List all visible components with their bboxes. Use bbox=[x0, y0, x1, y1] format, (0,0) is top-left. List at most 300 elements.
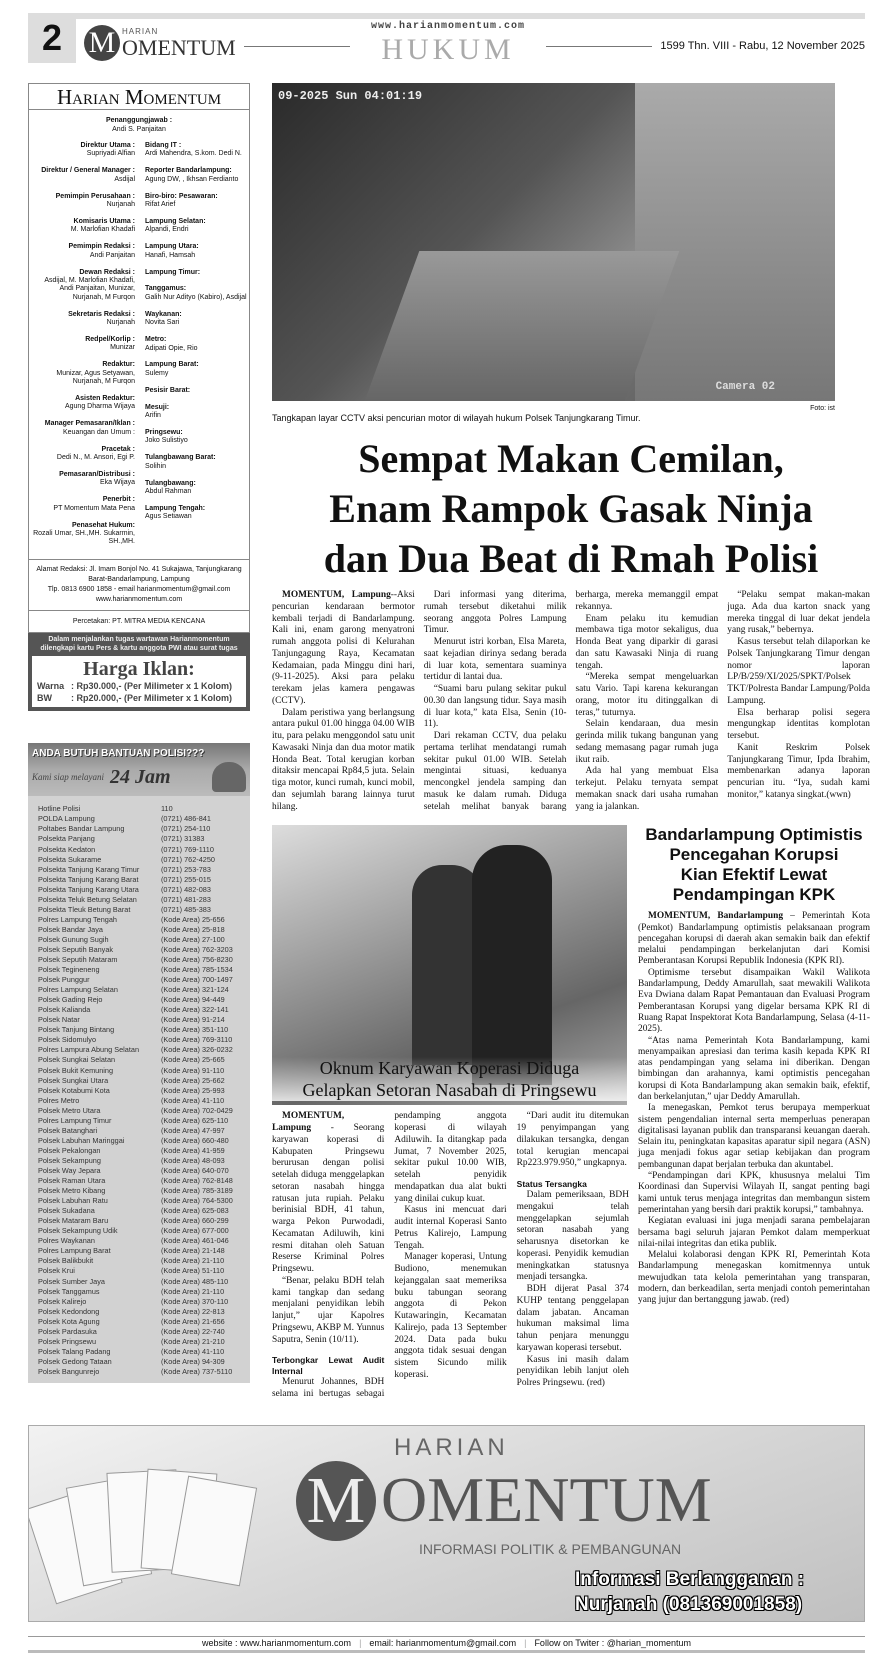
police-contact-row bbox=[38, 1357, 246, 1367]
contact-phone: (0721) 254-110 bbox=[161, 824, 211, 834]
staff-entry bbox=[145, 269, 249, 277]
contact-phone: (Kode Area) 25-656 bbox=[161, 914, 225, 924]
contact-name: Polsek Sukadana bbox=[38, 1206, 95, 1216]
police-subtitle: Kami siap melayani bbox=[32, 772, 104, 783]
contact-name: Polsek Sekampung bbox=[38, 1155, 101, 1165]
paragraph: “Benar, pelaku BDH telah kami tangkap dan sedang menjalani penyidikan lebih lanjut,” ujar Kapolres Pringsewu, AKBP M. Yunnus Saputra, Senin (10/11). bbox=[272, 1275, 385, 1345]
contact-name: Polsek Sungkai Selatan bbox=[38, 1055, 116, 1065]
subheading: Terbongkar Lewat Audit Internal bbox=[272, 1355, 385, 1377]
staff-entry bbox=[31, 395, 135, 412]
role-label: Pemasaran/Distribusi : bbox=[59, 470, 135, 478]
contact-phone: (Kode Area) 764-5300 bbox=[161, 1196, 233, 1206]
staff-entry bbox=[31, 167, 135, 184]
contact-name: Polsek Seputih Mataram bbox=[38, 955, 118, 965]
contact-name: Polsek Kotabumi Kota bbox=[38, 1085, 110, 1095]
contact-name: Polsek Metro Kibang bbox=[38, 1186, 106, 1196]
contact-name: Polsek Kalianda bbox=[38, 1005, 91, 1015]
paragraph: “Pelaku sempat makan-makan juga. Ada dua karton snack yang mereka tinggal di luar dekat jendela yang rusak,” bebernya. bbox=[727, 590, 870, 636]
police-contact-row bbox=[38, 1266, 246, 1276]
contact-name: Polsek Sungkai Utara bbox=[38, 1075, 109, 1085]
contact-name: Polsek Balikbukit bbox=[38, 1256, 94, 1266]
role-names: Sulemy bbox=[145, 369, 169, 377]
contact-phone: (Kode Area) 737-5110 bbox=[161, 1366, 233, 1376]
role-names: Dedi N., M. Ansori, Egi P. bbox=[56, 454, 135, 462]
contact-name: Hotline Polisi bbox=[38, 804, 81, 814]
paragraph: “Mereka sempat mengeluarkan satu Vario. Tapi karena kekurangan orang, motor itu ditinggalkan di teras,” tuturnya. bbox=[575, 672, 719, 718]
contact-name: Polsek Kota Agung bbox=[38, 1316, 100, 1326]
paragraph: “Pendampingan dari KPK, khususnya melalui Tim Koordinasi dan Supervisi Wilayah II, sangat penting bagi kami untuk terus menjaga integritas dan membangun sistem pemerintahan yang bersih dari praktik korupsi,” tambahnya. bbox=[638, 1171, 870, 1215]
role-label: Waykanan: bbox=[145, 310, 182, 318]
contact-phone: (Kode Area) 640-070 bbox=[161, 1166, 229, 1175]
staff-entry bbox=[145, 218, 249, 235]
staff-entry bbox=[31, 193, 135, 210]
contact-name: POLDA Lampung bbox=[38, 814, 95, 824]
contact-name: Polsek Pringsewu bbox=[38, 1336, 96, 1346]
paragraph: Dalam peristiwa yang berlangsung antara pukul 01.00 hingga 04.00 WIB itu, para pelaku menggondol satu unit Kawasaki Ninja dan dua motor matik Honda Beat. Total kerugian korban ditaksir mencapai Rp84,5 juta. Selain tiga motor, kunci rumah, kunci mobil, dan sejumlah barang lainnya turut hilang. bbox=[272, 707, 415, 812]
ad-title: Harga Iklan: bbox=[83, 658, 195, 681]
role-names: Arifin bbox=[145, 412, 161, 420]
staff-entry bbox=[145, 167, 249, 184]
contact-name: Polsek Gunung Sugih bbox=[38, 934, 109, 944]
photo-caption: Tangkapan layar CCTV aksi pencurian motor di wilayah hukum Polsek Tanjungkarang Timur. bbox=[272, 413, 641, 423]
contact-name: Polsek Gading Rejo bbox=[38, 995, 103, 1005]
paragraph: Menurut istri korban, Elsa Mareta, saat kejadian dirinya sedang berada di luar kota, sementara suaminya tertidur di lantai dua. bbox=[423, 637, 567, 683]
police-contact-row bbox=[38, 1015, 246, 1025]
role-label: Direktur Utama : bbox=[80, 142, 135, 149]
role-label: Reporter Bandarlampung: bbox=[145, 167, 232, 175]
staff-entry bbox=[145, 454, 249, 471]
contact-phone: (0721) 485-383 bbox=[161, 904, 211, 914]
paragraph: “Dari audit itu ditemukan 19 penyimpangan yang dilakukan tersangka, dengan total kerugian mencapai Rp223.979.950,” ungkapnya. bbox=[516, 1111, 629, 1169]
police-title: ANDA BUTUH BANTUAN POLISI??? bbox=[32, 748, 205, 760]
contact-name: Polsek Natar bbox=[38, 1015, 80, 1025]
contact-name: Polsekta Tanjung Karang Utara bbox=[38, 884, 139, 894]
staff-entry bbox=[31, 218, 135, 235]
contact-phone: (Kode Area) 785-3189 bbox=[161, 1186, 233, 1196]
contact-phone: (0721) 481-283 bbox=[161, 894, 211, 904]
role-names: Nurjanah bbox=[106, 319, 135, 327]
police-contact-row bbox=[38, 1005, 246, 1015]
footer-email[interactable]: email: harianmomentum@gmail.com bbox=[369, 1637, 517, 1648]
police-contact-row bbox=[38, 804, 246, 814]
koperasi-article-body bbox=[272, 1111, 629, 1401]
police-contact-row bbox=[38, 905, 246, 915]
police-contact-row bbox=[38, 1166, 246, 1176]
contact-phone: (Kode Area) 351-110 bbox=[161, 1025, 229, 1035]
footer-website[interactable]: website : www.harianmomentum.com bbox=[202, 1637, 352, 1648]
contact-phone: (0721) 769-1110 bbox=[161, 844, 214, 854]
staff-entry bbox=[145, 387, 249, 395]
paragraph: Dalam pemeriksaan, BDH mengakui telah menggelapkan sejumlah setoran nasabah yang seharusnya disetorkan ke koperasi. Penyidik kemudian meningkatkan statusnya menjadi tersangka. bbox=[516, 1190, 629, 1283]
role-names: Rozali Umar, SH.,MH. Sukarmin, SH.,MH. bbox=[33, 530, 135, 546]
banner-tagline: INFORMASI POLITIK & PEMBANGUNAN bbox=[419, 1540, 682, 1557]
police-contact-row bbox=[38, 935, 246, 945]
role-label: Redaktur: bbox=[102, 361, 135, 369]
staff-entry bbox=[31, 269, 135, 303]
banner-harian: HARIAN bbox=[394, 1433, 509, 1461]
role-names: Munizar bbox=[110, 344, 135, 352]
paragraph: Menurut Johannes, BDH selama ini bertugas sebagai pendamping anggota koperasi di wilayah Adiluwih. Ia ditangkap pada Jumat, 7 November 2025, sekitar pukul 10.00 WIB, setelah penyidik mendapatkan dua alat bukti yang dinilai cukup kuat. bbox=[272, 1111, 507, 1399]
contact-name: Polsek Sidomulyo bbox=[38, 1035, 96, 1045]
footer-twitter[interactable]: Follow on Twiter : @harian_momentum bbox=[534, 1637, 691, 1648]
role-label: Direktur / General Manager : bbox=[41, 167, 135, 175]
police-contact-row bbox=[38, 1045, 246, 1055]
police-contact-row bbox=[38, 1206, 246, 1216]
staff-entry bbox=[145, 243, 249, 260]
contact-name: Polsek Pekalongan bbox=[38, 1145, 101, 1155]
page-number-box bbox=[28, 13, 76, 63]
subscription-banner bbox=[28, 1425, 865, 1622]
police-contact-row bbox=[38, 875, 246, 885]
staff-entry bbox=[31, 336, 135, 353]
logo-name: OMENTUM bbox=[122, 34, 236, 60]
contact-phone: (Kode Area) 91-214 bbox=[161, 1015, 225, 1025]
contact-phone: (Kode Area) 700-1497 bbox=[161, 975, 233, 985]
contact-name: Polsek Labuhan Ratu bbox=[38, 1196, 108, 1206]
editorial-address bbox=[29, 559, 249, 610]
contact-name: Polsek Gedong Tataan bbox=[38, 1356, 112, 1366]
role-names: Novita Sari bbox=[145, 319, 180, 327]
contact-name: Polres Lampung Selatan bbox=[38, 985, 118, 995]
contact-name: Polsekta Sukarame bbox=[38, 854, 102, 864]
police-contact-row bbox=[38, 1236, 246, 1246]
police-contact-row bbox=[38, 985, 246, 995]
police-contact-row bbox=[38, 1347, 246, 1357]
staff-entry bbox=[145, 193, 249, 210]
contact: Tlp. 0813 6900 1858 - email harianmomentum@gmail.com bbox=[47, 586, 231, 594]
police-contact-row bbox=[38, 1256, 246, 1266]
role-label: Dewan Redaksi : bbox=[79, 268, 135, 276]
address: Alamat Redaksi: Jl. Imam Bonjol No. 41 Sukajawa, Tanjungkarang Barat-Bandarlampung, Lampung bbox=[36, 566, 242, 584]
newspapers-illustration bbox=[39, 1466, 269, 1616]
contact-name: Polsek Tegineneng bbox=[38, 965, 100, 975]
contact-phone: (Kode Area) 22-740 bbox=[161, 1326, 225, 1336]
paragraph: Kanit Reskrim Polsek Tanjungkarang Timur, Ipda Ibrahim, membenarkan adanya laporan pencurian itu. “Iya, sudah kami monitor,” katanya singkat.(wwn) bbox=[727, 742, 870, 800]
police-contact-row bbox=[38, 1156, 246, 1166]
logo-small-text: HARIAN bbox=[122, 26, 159, 36]
contact-name: Polres Lampung Barat bbox=[38, 1246, 111, 1256]
web: www.harianmomentum.com bbox=[95, 596, 183, 604]
contact-phone: (Kode Area) 48-093 bbox=[161, 1155, 225, 1165]
contact-phone: (Kode Area) 21-656 bbox=[161, 1316, 225, 1326]
headline-line: Pendampingan KPK bbox=[672, 885, 836, 905]
role-names: Keuangan dan Umum : bbox=[63, 428, 135, 436]
ad-note: Dalam menjalankan tugas wartawan Harianmomentum dilengkapi kartu Pers & kartu anggota PWI atau surat tugas bbox=[40, 636, 238, 652]
staff-entry bbox=[31, 420, 135, 437]
contact-name: Polsek Tanggamus bbox=[38, 1286, 100, 1296]
contact-phone: (Kode Area) 91-110 bbox=[161, 1065, 225, 1075]
contact-phone: (Kode Area) 762-8148 bbox=[161, 1176, 233, 1186]
role-names: Rifat Arief bbox=[145, 201, 176, 209]
photo-figure bbox=[472, 845, 552, 1085]
contact-name: Poltabes Bandar Lampung bbox=[38, 824, 125, 834]
police-contact-row bbox=[38, 945, 246, 955]
paragraph bbox=[272, 590, 415, 708]
contact-phone: (0721) 482-083 bbox=[161, 884, 211, 894]
police-contact-row bbox=[38, 1076, 246, 1086]
contact-phone: (Kode Area) 25-665 bbox=[161, 1055, 225, 1065]
role-names: Agung Dharma Wijaya bbox=[64, 403, 135, 411]
cctv-photo bbox=[272, 83, 835, 401]
role-names: Ardi Mahendra, S.kom. Dedi N. bbox=[145, 150, 242, 158]
police-contact-row bbox=[38, 1186, 246, 1196]
police-officer-icon bbox=[212, 762, 246, 792]
contact-phone: (Kode Area) 785-1534 bbox=[161, 965, 233, 975]
contact-phone: (Kode Area) 41-110 bbox=[161, 1095, 225, 1105]
police-contact-row bbox=[38, 1066, 246, 1076]
role-names: Solihin bbox=[145, 462, 167, 470]
contact-name: Polsek Batanghari bbox=[38, 1125, 98, 1135]
staff-entry bbox=[145, 429, 249, 446]
staff-entry bbox=[31, 522, 135, 547]
contact-phone: (Kode Area) 321-124 bbox=[161, 985, 229, 995]
headline-line: Sempat Makan Cemilan, bbox=[358, 436, 784, 481]
contact-name: Polres Waykanan bbox=[38, 1236, 95, 1246]
role-names: PT Momentum Mata Pena bbox=[53, 504, 135, 512]
photo-credit: Foto: ist bbox=[810, 405, 835, 412]
role-label: Pracetak : bbox=[101, 445, 135, 453]
headline-line: dan Dua Beat di Rmah Polisi bbox=[323, 536, 819, 581]
contact-name: Polsek Sekampung Udik bbox=[38, 1226, 118, 1236]
paragraph: Optimisme tersebut disampaikan Wakil Walikota Bandarlampung, Deddy Amarullah, saat mewakili Walikota Eva Dwiana dalam Rapat Pemantauan dan Evaluasi Program Pemberantasan Korupsi yang digelar bersama KPK RI di Ruang Rapat Inspektorat Kota Bandarlampung, Selasa (4-11-2025). bbox=[638, 967, 870, 1035]
role-label: Lampung Barat: bbox=[145, 361, 199, 369]
role-label: Tulangbawang: bbox=[145, 479, 196, 487]
website-url: www.harianmomentum.com bbox=[371, 21, 526, 32]
police-contact-row bbox=[38, 1246, 246, 1256]
paragraph: Manager koperasi, Untung Budiono, menemukan kejanggalan saat memeriksa buku tabungan seorang anggota di Pekon Kutawaringin, Kecamatan Kalirejo, pada 13 September 2024. Data pada buku anggota tidak sesuai dengan sistem Sicundo milik koperasi. bbox=[394, 1252, 507, 1380]
staff-entry bbox=[31, 446, 135, 463]
paragraph-text: --Aksi pencurian kendaraan bermotor kembali terjadi di Bandarlampung. Kali ini, enam garong menyatroni rumah anggota polisi di Kelurahan Tanjungagung Raya, Kecamatan Kedamaian, pada Minggu dini hari, (9-11-2025). Aksi para pelaku terekam jelas kamera pengawas (CCTV). bbox=[272, 590, 415, 706]
paragraph: Kasus ini mencuat dari audit internal Koperasi Santo Petrus Kalirejo, Lampung Tengah. bbox=[394, 1205, 507, 1251]
contact-phone: (0721) 255-015 bbox=[161, 874, 211, 884]
contact-phone: (Kode Area) 762-3203 bbox=[161, 944, 233, 954]
staff-entry bbox=[31, 311, 135, 328]
role-label: Lampung Selatan: bbox=[145, 217, 206, 225]
role-label: Redpel/Korlip : bbox=[85, 336, 135, 343]
logo bbox=[84, 21, 236, 65]
role-names: Abdul Rahman bbox=[145, 487, 192, 495]
role-names: Adipati Opie, Rio bbox=[145, 344, 198, 352]
police-contact-row bbox=[38, 824, 246, 834]
section-title: HUKUM bbox=[381, 33, 515, 66]
staff-entry bbox=[31, 496, 135, 513]
ad-rates-box bbox=[28, 633, 250, 711]
koperasi-headline bbox=[272, 1057, 627, 1101]
contact-name: Polsek Talang Padang bbox=[38, 1346, 111, 1356]
banner-logo-mark: M bbox=[296, 1461, 376, 1541]
paragraph: “Suami baru pulang sekitar pukul 00.30 dan langsung tidur. Saya masih di luar kota,” kata Elsa, Senin (10-11). bbox=[423, 684, 567, 730]
contact-phone: (Kode Area) 25-818 bbox=[161, 924, 225, 934]
paragraph: Selain kendaraan, dua mesin gerinda milik tukang bangunan yang sedang memasang pagar rumah juga ikut raib. bbox=[575, 719, 719, 765]
police-contact-row bbox=[38, 1035, 246, 1045]
contact-phone: (Kode Area) 27-100 bbox=[161, 934, 225, 944]
paragraph: Kegiatan evaluasi ini juga menjadi sarana pembelajaran bersama bagi seluruh jajaran Pemkot dalam memperkuat nilai-nilai integritas dan etika publik. bbox=[638, 1216, 870, 1249]
contact-phone: (Kode Area) 769-3110 bbox=[161, 1035, 233, 1045]
edition-date: 1599 Thn. VIII - Rabu, 12 November 2025 bbox=[660, 40, 866, 52]
police-contact-row bbox=[38, 1216, 246, 1226]
dateline: MOMENTUM, Lampung bbox=[272, 1111, 345, 1133]
paragraph: Elsa berharap polisi segera mengungkap identitas komplotan tersebut. bbox=[727, 707, 870, 741]
police-contact-row bbox=[38, 1277, 246, 1287]
contact-name: Polsekta Teluk Betung Selatan bbox=[38, 894, 137, 904]
contact-phone: (Kode Area) 326-0232 bbox=[161, 1045, 233, 1055]
police-contact-row bbox=[38, 895, 246, 905]
role-label: Tulangbawang Barat: bbox=[145, 454, 216, 462]
contact-name: Polsekta Tanjung Karang Timur bbox=[38, 864, 140, 874]
contact-phone: (Kode Area) 41-110 bbox=[161, 1346, 225, 1356]
role-names: Agus Setiawan bbox=[145, 513, 192, 521]
contact-phone: (Kode Area) 21-110 bbox=[161, 1256, 225, 1266]
role-label: Lampung Utara: bbox=[145, 243, 199, 251]
police-contact-row bbox=[38, 855, 246, 865]
headline-line: Kian Efektif Lewat bbox=[680, 865, 828, 885]
role-label: Komisaris Utama : bbox=[73, 217, 135, 225]
contact-name: Polsek Raman Utara bbox=[38, 1176, 106, 1186]
contact-phone: (Kode Area) 677-000 bbox=[161, 1226, 229, 1236]
police-contact-row bbox=[38, 965, 246, 975]
role-names: Nurjanah bbox=[106, 201, 135, 209]
police-contact-row bbox=[38, 975, 246, 985]
role-names: Joko Sulistiyo bbox=[145, 437, 188, 445]
contact-phone: (Kode Area) 660-299 bbox=[161, 1216, 229, 1226]
contact-name: Polsek Way Jepara bbox=[38, 1166, 101, 1175]
dateline: MOMENTUM, Lampung bbox=[282, 590, 391, 600]
staff-entry bbox=[31, 361, 135, 386]
role-label: Bidang IT : bbox=[145, 142, 182, 149]
contact-phone: (Kode Area) 322-141 bbox=[161, 1005, 229, 1015]
role-label: Penerbit : bbox=[102, 496, 135, 504]
role-label: Manager Pemasaran/Iklan : bbox=[44, 420, 135, 428]
headline-line: Enam Rampok Gasak Ninja bbox=[329, 486, 813, 531]
role-names: Alpandi, Endri bbox=[145, 226, 189, 234]
divider bbox=[546, 46, 652, 47]
contact-phone: (0721) 762-4250 bbox=[161, 854, 215, 864]
staff-list-right bbox=[145, 142, 249, 555]
police-contact-row bbox=[38, 834, 246, 844]
contact-phone: (0721) 486-841 bbox=[161, 814, 211, 824]
contact-name: Polsekta Kedaton bbox=[38, 844, 96, 854]
police-contact-row bbox=[38, 1337, 246, 1347]
paragraph-text: – Pemerintah Kota (Pemkot) Bandarlampung optimistis pelaksanaan program pencegahan korupsi di daerah akan semakin baik dan efektif melalui pendampingan berkelanjutan dari Komisi Pemberantasan Korupsi Republik Indonesia (KPK RI). bbox=[638, 911, 870, 967]
headline-line: Oknum Karyawan Koperasi Diduga bbox=[319, 1058, 580, 1079]
role-names: Andi Panjaitan bbox=[89, 251, 135, 259]
paragraph: Dari rekaman CCTV, dua pelaku pertama terlihat mendatangi rumah sekitar pukul 01.00 WIB. Setelah mengintai situasi, keduanya mencongkel jendela samping dan masuk ke dalam rumah. Diduga setelah melihat banyak barang berharga, mereka memanggil empat rekannya. bbox=[423, 590, 719, 812]
paragraph: Kasus tersebut telah dilaporkan ke Polsek Tanjungkarang Timur dengan nomor laporan LP/B/259/XI/2025/SPKT/Polsek TKT/Polresta Bandar Lampung/Polda Lampung. bbox=[727, 637, 870, 706]
staff-entry bbox=[145, 285, 249, 302]
role-label: Pringsewu: bbox=[145, 428, 183, 436]
masthead-title: Harian Momentum bbox=[29, 84, 249, 110]
contact-name: Polsekta Tleuk Betung Barat bbox=[38, 904, 131, 914]
contact-name: Polsek Bangunrejo bbox=[38, 1366, 100, 1376]
cctv-camera-label: Camera 02 bbox=[715, 381, 775, 393]
staff-entry bbox=[145, 404, 249, 421]
police-contact-row bbox=[38, 1317, 246, 1327]
contact-name: Polsek Kedondong bbox=[38, 1306, 100, 1316]
contact-name: Polsek Krui bbox=[38, 1266, 75, 1276]
contact-phone: (Kode Area) 94-449 bbox=[161, 995, 225, 1005]
contact-name: Polsek Bukit Kemuning bbox=[38, 1065, 114, 1075]
contact-phone: (Kode Area) 370-110 bbox=[161, 1296, 229, 1306]
contact-name: Polsek Seputih Banyak bbox=[38, 944, 114, 954]
staff-entry bbox=[145, 505, 249, 522]
kpk-article-body bbox=[638, 911, 870, 1306]
paragraph: Kasus ini masih dalam penyidikan lebih lanjut oleh Polres Pringsewu. (red) bbox=[516, 1354, 629, 1388]
contact-name: Polsek Pardasuka bbox=[38, 1326, 97, 1336]
contact-name: Polsek Mataram Baru bbox=[38, 1216, 109, 1226]
staff-entry bbox=[31, 471, 135, 488]
contact-name: Polres Lampung Timur bbox=[38, 1115, 112, 1125]
police-contact-row bbox=[38, 1367, 246, 1377]
contact-phone: (Kode Area) 22-813 bbox=[161, 1306, 225, 1316]
police-contact-row bbox=[38, 845, 246, 855]
contact-phone: (Kode Area) 21-148 bbox=[161, 1246, 225, 1256]
paragraph: Dari informasi yang diterima, rumah tersebut diketahui milik seorang anggota Polres Lampung Timur. bbox=[423, 590, 567, 636]
staff-entry bbox=[145, 142, 249, 159]
contact-name: Polsek Bandar Jaya bbox=[38, 924, 103, 934]
contact-phone: (Kode Area) 25-662 bbox=[161, 1075, 225, 1085]
header bbox=[28, 13, 865, 65]
police-contact-row bbox=[38, 1146, 246, 1156]
police-contact-row bbox=[38, 1226, 246, 1236]
contact-phone: (0721) 31383 bbox=[161, 834, 205, 844]
role-label: Mesuji: bbox=[145, 403, 170, 411]
contact-name: Polsek Kalirejo bbox=[38, 1296, 87, 1306]
police-contact-row bbox=[38, 1106, 246, 1116]
headline-line: Gelapkan Setoran Nasabah di Pringsewu bbox=[302, 1080, 597, 1101]
police-contact-row bbox=[38, 1136, 246, 1146]
role-names: Eka Wijaya bbox=[99, 479, 135, 487]
role-label: Sekretaris Redaksi : bbox=[68, 310, 135, 318]
role-names: Munizar, Agus Setyawan, Nurjanah, M Furqon bbox=[56, 369, 135, 386]
role-label: Lampung Timur: bbox=[145, 268, 201, 276]
contact-phone: (Kode Area) 94-309 bbox=[161, 1356, 225, 1366]
logo-mark: M bbox=[84, 25, 120, 61]
headline-line: Pencegahan Korupsi bbox=[669, 845, 839, 865]
contact-phone: (Kode Area) 625-110 bbox=[161, 1115, 229, 1125]
ad-rate-color: Warna : Rp30.000,- (Per Milimeter x 1 Kolom) bbox=[37, 681, 233, 692]
paragraph: “Atas nama Pemerintah Kota Bandarlampung, kami menyampaikan apresiasi dan terima kasih kepada KPK RI atas pendampingan yang selama ini diberikan. Dengan bimbingan dan arahannya, kami optimistis pencegahan korupsi di Kota Bandarlampung akan semakin baik, efektif, dan berkelanjutan,” ujar Deddy Amarullah. bbox=[638, 1035, 870, 1102]
police-hours: 24 Jam bbox=[110, 766, 171, 789]
police-contact-list bbox=[28, 796, 250, 1377]
headline-line: Bandarlampung Optimistis bbox=[645, 825, 863, 845]
contact-phone: 110 bbox=[161, 804, 173, 814]
contact-name: Polsek Labuhan Maringgai bbox=[38, 1135, 125, 1145]
role-label: Penasehat Hukum: bbox=[71, 521, 135, 529]
paragraph-text: - Seorang karyawan koperasi di Kabupaten Pringsewu berurusan dengan polisi setelah diduga menggelapkan setoran nasabah hingga ratusan juta rupiah. Pelaku berinisial BDH, 41 tahun, warga Pekon Purwodadi, Kecamatan Adiluwih, kini resmi ditahan oleh Satuan Reserse Kriminal Polres Pringsewu. bbox=[272, 1123, 385, 1274]
paragraph: Ia menegaskan, Pemkot terus berupaya memperkuat sistem pengendalian internal serta memperluas penerapan digitalisasi layanan publik dan transparansi keuangan daerah. Selain itu, peningkatan kapasitas aparatur sipil negara (ASN) juga menjadi fokus agar setiap kebijakan dan program pembangunan dapat berjalan terbuka dan akuntabel. bbox=[638, 1103, 870, 1170]
contact-phone: (Kode Area) 461-046 bbox=[161, 1236, 229, 1246]
role-label: Pemimpin Perusahaan : bbox=[55, 192, 135, 200]
cctv-timestamp: 09-2025 Sun 04:01:19 bbox=[278, 89, 423, 103]
contact-phone: (Kode Area) 21-210 bbox=[161, 1336, 225, 1346]
role-names: Andi S. Panjaitan bbox=[112, 126, 166, 133]
contact-phone: (Kode Area) 702-0429 bbox=[161, 1105, 233, 1115]
contact-name: Polsekta Tanjung Karang Barat bbox=[38, 874, 139, 884]
contact-name: Polsek Sumber Jaya bbox=[38, 1276, 105, 1286]
photo-wall bbox=[635, 83, 835, 401]
police-contact-row bbox=[38, 1126, 246, 1136]
staff-entry bbox=[145, 480, 249, 497]
divider bbox=[244, 46, 350, 47]
police-contact-row bbox=[38, 915, 246, 925]
staff-entry bbox=[145, 361, 249, 378]
role-label: Penanggungjawab : bbox=[105, 117, 173, 124]
staff-entry bbox=[145, 336, 249, 353]
police-contact-row bbox=[38, 955, 246, 965]
contact-name: Polres Lampura Abung Selatan bbox=[38, 1045, 140, 1055]
role-label: Biro-biro: Pesawaran: bbox=[145, 192, 218, 200]
police-contact-row bbox=[38, 1307, 246, 1317]
